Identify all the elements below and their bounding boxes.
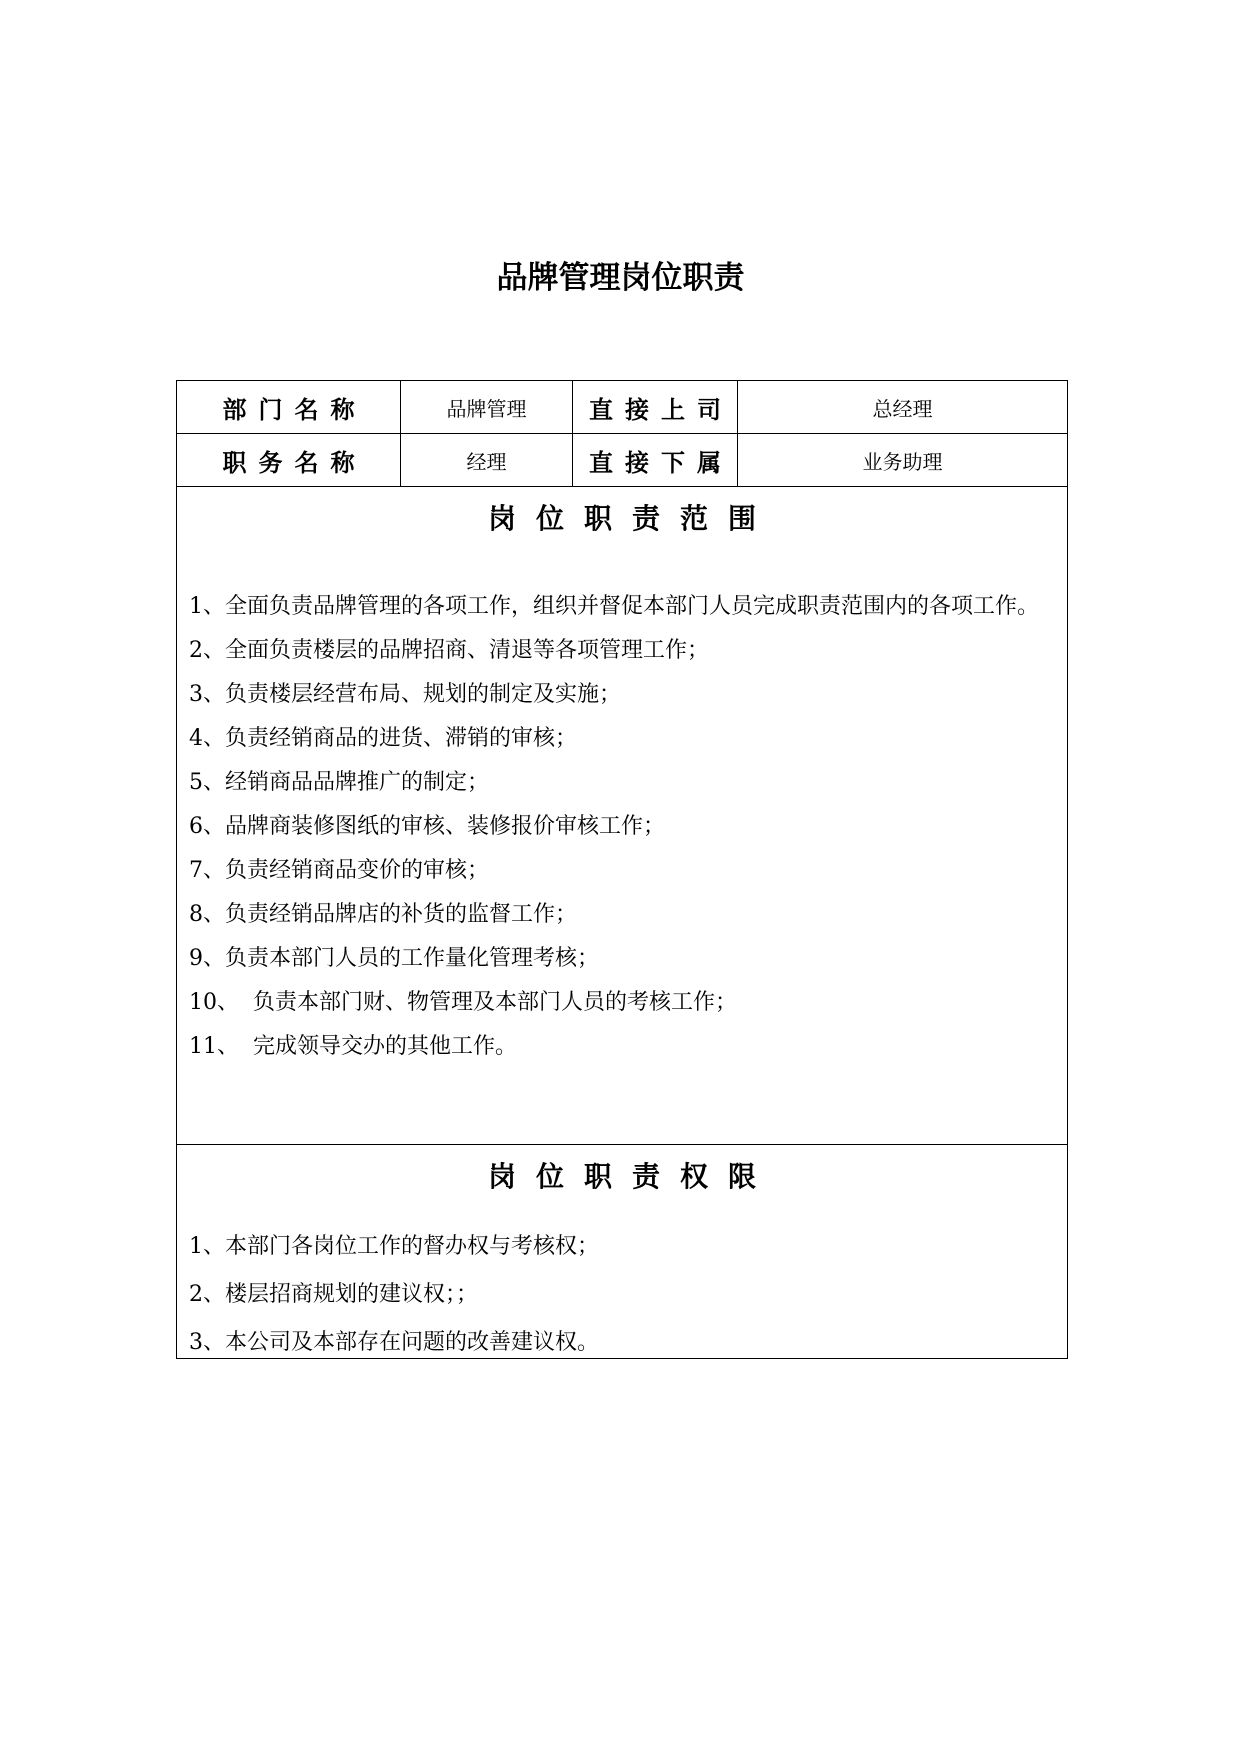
item-number: 10、 xyxy=(189,990,239,1015)
item-number: 4、 xyxy=(189,726,225,751)
item-number: 9、 xyxy=(189,946,225,971)
item-text: 负责经销商品的进货、滞销的审核； xyxy=(225,726,578,751)
item-number: 1、 xyxy=(189,594,225,619)
subordinate-value: 业务助理 xyxy=(862,449,943,474)
duty-authority-heading: 岗位职责权限 xyxy=(487,1160,776,1193)
position-value-cell xyxy=(401,434,573,486)
superior-label: 直接上司 xyxy=(589,395,733,424)
item-number: 6、 xyxy=(189,814,225,839)
list-item xyxy=(189,805,1057,849)
item-text: 负责本部门财、物管理及本部门人员的考核工作； xyxy=(253,990,738,1015)
item-number: 5、 xyxy=(189,770,225,795)
subordinate-value-cell xyxy=(738,434,1067,486)
list-item: 2、楼层招商规划的建议权；； xyxy=(189,1282,478,1307)
item-text: 经销商品品牌推广的制定； xyxy=(225,770,490,795)
duty-table xyxy=(176,380,1068,1359)
item-text: 负责本部门人员的工作量化管理考核； xyxy=(225,946,600,971)
document-title: 品牌管理岗位职责 xyxy=(496,260,745,296)
info-row-department xyxy=(177,381,1067,434)
position-label-cell xyxy=(177,434,401,486)
list-item xyxy=(189,761,1057,805)
subordinate-label: 直接下属 xyxy=(589,448,733,477)
item-number: 11、 xyxy=(189,1034,239,1059)
item-text: 完成领导交办的其他工作。 xyxy=(253,1034,518,1059)
item-text: 全面负责楼层的品牌招商、清退等各项管理工作； xyxy=(225,638,710,663)
item-text: 负责经销商品变价的审核； xyxy=(225,858,490,883)
item-number: 3、 xyxy=(189,682,225,707)
department-value: 品牌管理 xyxy=(446,396,527,421)
superior-value-cell xyxy=(738,381,1067,433)
position-label: 职务名称 xyxy=(222,448,367,477)
item-text: 负责经销品牌店的补货的监督工作； xyxy=(225,902,578,927)
list-item xyxy=(189,981,1057,1025)
list-item: 3、本公司及本部存在问题的改善建议权。 xyxy=(189,1330,599,1355)
duty-scope-list xyxy=(189,585,1057,1069)
duty-scope-section xyxy=(177,487,1067,1145)
item-text: 全面负责品牌管理的各项工作，组织并督促本部门人员完成职责范围内的各项工作。 xyxy=(225,594,1040,619)
list-item xyxy=(189,717,1057,761)
item-text: 负责楼层经营布局、规划的制定及实施； xyxy=(225,682,622,707)
list-item xyxy=(189,893,1057,937)
subordinate-label-cell xyxy=(573,434,738,486)
duty-authority-section xyxy=(177,1145,1067,1358)
superior-label-cell xyxy=(573,381,738,433)
item-number: 8、 xyxy=(189,902,225,927)
list-item xyxy=(189,673,1057,717)
list-item: 1、本部门各岗位工作的督办权与考核权； xyxy=(189,1234,599,1259)
list-item xyxy=(189,937,1057,981)
list-item xyxy=(189,585,1057,629)
item-text: 品牌商装修图纸的审核、装修报价审核工作； xyxy=(225,814,666,839)
position-value: 经理 xyxy=(466,449,507,474)
duty-scope-heading: 岗位职责范围 xyxy=(487,502,776,535)
list-item xyxy=(189,1025,1057,1069)
list-item xyxy=(189,849,1057,893)
item-number: 2、 xyxy=(189,638,225,663)
list-item xyxy=(189,629,1057,673)
info-row-position xyxy=(177,434,1067,487)
duty-authority-list xyxy=(189,1223,1057,1367)
department-label-cell xyxy=(177,381,401,433)
superior-value: 总经理 xyxy=(872,396,933,421)
department-label: 部门名称 xyxy=(222,395,367,424)
department-value-cell xyxy=(401,381,573,433)
item-number: 7、 xyxy=(189,858,225,883)
